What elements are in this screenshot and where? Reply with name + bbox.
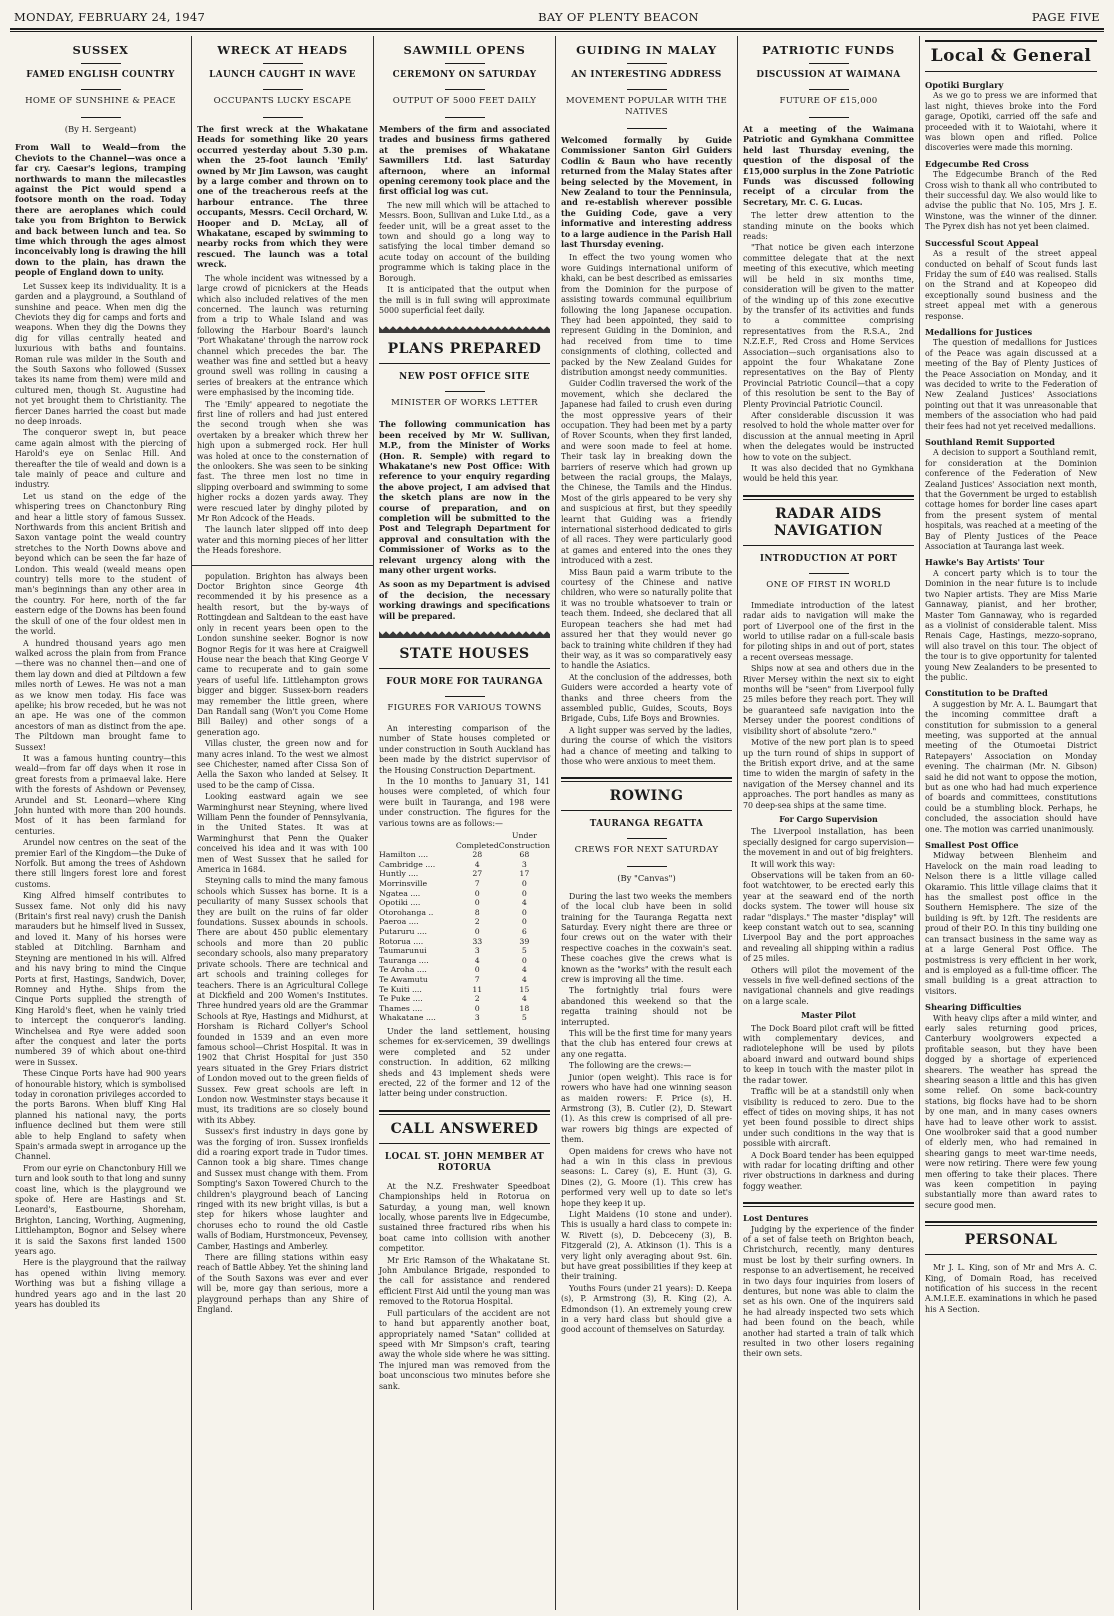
paragraph: Let Sussex keep its individuality. It is a garden and a playground, a Southland of sunshine and peace. When men dig the Cheviots they dig for camps and forts and weapons. When they dig the Downs they dig for villas centrally heated and luxurious with baths and fountains. Roman rule was milder in the South and the South Saxons who followed (Sussex takes its name from them) were mild and cultured men, though St. Augustine had not yet brought them to Christianity. The fiercer Danes harried the coast but made no deep inroads. — [15, 281, 186, 426]
divider — [627, 838, 667, 839]
subheading: Master Pilot — [801, 1011, 856, 1021]
paragraph: Looking eastward again we see Warminghurst near Steyning, where lived William Penn the founder of Pennsylvania, in the United States. It was at Warminghurst that Penn the Quaker conceived his idea and it was with 100 men of West Sussex that he sailed for America in 1684. — [197, 792, 368, 875]
newspaper-name: BAY OF PLENTY BEACON — [538, 10, 699, 24]
news-item-heading: Hawke's Bay Artists' Tour — [925, 557, 1045, 568]
paragraph: There are filling stations within easy reach of Battle Abbey. Yet the shining land of the South Saxons was ever and ever will be, more gay than serious, more a playground perhaps than any Shire of England. — [197, 1253, 368, 1315]
divider — [627, 866, 667, 867]
table-row: Te Awamutu 7 4 — [379, 975, 527, 984]
article-lead: Members of the firm and associated trades and business firms gathered at the premises of Whakatane Sawmillers Ltd. last Saturday afternoon, where an informal opening ceremony took place and the first official log was cut. — [379, 124, 550, 197]
article-subtitle-2: CREWS FOR NEXT SATURDAY — [574, 845, 719, 856]
table-row: Morrinsville 7 0 — [379, 879, 527, 889]
divider — [809, 63, 849, 64]
table-row: Tauranga .... 4 0 — [379, 955, 527, 965]
article-subtitle: TAURANGA REGATTA — [589, 819, 704, 830]
paragraph: It was a famous hunting country—this weald—from far off days when it rose in great forests from a primaeval lake. Here with the forests of Ashdown or Pevensey, Arundel and St. Leonard—where King John hunted with more than 200 hounds. Most of it has been farmland for centuries. — [15, 753, 186, 836]
paragraph: Open maidens for crews who have not had a win in this class in previous seasons: L. Carey (s), E. Hunt (3), G. Dines (2), G. Moore (1). This crew has performed very well up to date so let's hope they keep it up. — [561, 1146, 732, 1208]
byline: (By "Canvas") — [617, 873, 676, 884]
paragraph: The fortnightly trial fours were abandoned this weekend so that the regatta training should not be interrupted. — [561, 986, 732, 1027]
article-subtitle: LAUNCH CAUGHT IN WAVE — [209, 70, 356, 80]
section-divider — [561, 777, 732, 782]
paragraph: At the conclusion of the addresses, both Guiders were accorded a hearty vote of thanks and three cheers from the assembled public, Guides, Scouts, Boys Brigade, Cubs, Life Boys and Brownies. — [561, 672, 732, 724]
table-row: Hamilton .... 28 68 — [379, 850, 530, 860]
byline: (By H. Sergeant) — [64, 124, 137, 134]
divider — [627, 128, 667, 129]
divider — [445, 391, 485, 392]
subheading: For Cargo Supervision — [779, 814, 878, 824]
paragraph: Arundel now centres on the seat of the premier Earl of the Kingdom—the Duke of Norfolk. But among the trees of Ashdown there still lingers forest lore and forest customs. — [15, 838, 186, 889]
article-lead: At a meeting of the Waimana Patriotic and Gymkhana Committee held last Thursday evening, the question of the disposal of the £15,000 surplus in the Zone Patriotic Funds was discussed following receipt of a circular from the Secretary, Mr. C. G. Lucas. — [743, 124, 914, 207]
section-divider — [192, 565, 373, 566]
column-sussex — [10, 36, 192, 1610]
divider — [81, 117, 121, 118]
divider — [263, 117, 303, 118]
news-item-heading: Constitution to be Drafted — [925, 688, 1048, 699]
article-title: PLANS PREPARED — [379, 341, 550, 364]
section-divider — [379, 1110, 550, 1115]
section-divider — [743, 1202, 914, 1207]
divider — [445, 63, 485, 64]
paragraph: Motive of the new port plan is to speed up the turn round of ships in support of the British export drive, and at the same time to widen the margin of safety in the navigation of the Mersey channel and its approaches. The port handles as many as 70 deep-sea ships at the same time. — [743, 738, 914, 810]
divider — [445, 117, 485, 118]
divider — [81, 89, 121, 90]
table-row: Te Aroha .... 0 4 — [379, 965, 527, 975]
table-row: Otorohanga .. 8 0 — [379, 907, 527, 917]
news-item-heading: Smallest Post Office — [925, 840, 1019, 851]
paragraph: The following are the crews:— — [569, 1061, 692, 1071]
news-item-heading: Shearing Difficulties — [925, 1002, 1022, 1013]
paragraph: Here is the playground that the railway has opened within living memory. Worthing was but a fishing village a hundred years ago and in the last 20 years has doubled its — [15, 1258, 186, 1310]
masthead-rule — [10, 28, 1104, 30]
paragraph: The letter drew attention to the standing minute on the books which reads: — [743, 211, 914, 242]
divider — [445, 89, 485, 90]
paragraph: In the 10 months to January 31, 141 houses were completed, of which four were built in Tauranga, and 198 were under construction. The figures for the various towns are as follows:— — [379, 777, 550, 828]
article-title: SAWMILL OPENS — [403, 43, 526, 57]
table-row: Rotorua .... 33 39 — [379, 936, 530, 946]
news-item-text: Mr J. L. King, son of Mr and Mrs A. C. King, of Domain Road, has received notification of his success in the recent A.M.I.E.E. examinations in which he pased his A Section. — [925, 1263, 1097, 1314]
divider — [445, 696, 485, 697]
article-subtitle: FOUR MORE FOR TAURANGA — [386, 677, 543, 688]
article-subtitle: DISCUSSION AT WAIMANA — [756, 70, 901, 80]
article-title: RADAR AIDS NAVIGATION — [743, 506, 914, 546]
news-item-heading: Edgecumbe Red Cross — [925, 158, 1029, 169]
paragraph: Let us stand on the edge of the whispering trees on Chanctonbury Ring and hear a little story of famous Sussex. Northwards from this ancient British and Saxon vantage point the weald country stretches to the North Downs above and beyond which can be seen the far haze of London. This weald (weald means open country) tells more to the student of man's beginnings than any other area in the country. For here, north of the far eastern edge of the Downs has been found the skull of one of the four oldest men in the world. — [15, 491, 186, 637]
paragraph: Guider Codlin traversed the work of the movement, which she declared the Japanese had failed to crush even during the most oppressive years of their occupation. They had been met by a party of Rover Scounts, when they first landed, and were soon made to feel at home. Their task lay in breaking down the barriers of reserve which had grown up between the racial groups, the Malays, the Chinese, the Tamils and the Hindus. Most of the girls appeared to be very shy and suspicious at first, but they speedily learnt that Guiding was a friendly international sisterhood dedicated to girls of all races. They were particularly good at games and entered into the ones they introduced with a zest. — [561, 379, 732, 566]
news-item-text: A suggestion by Mr. A. L. Baumgart that the incoming committee draft a constitution for submission to a general meeting, was supported at the annual meeting of the Otumoetai District Ratepayers' Association on Monday evening. The chairman (Mr. N. Gibson) said he did not want to oppose the motion, but as one who had had much experience of boards and committees, constitutions could be a stumbling block. Perhaps, he concluded, the association should have one. The motion was carried unanimously. — [925, 699, 1097, 834]
paragraph: Ships now at sea and others due in the River Mersey within the next six to eight months will be "seen" from Liverpool fully 25 miles before they reach port. They will be guaranteed safe navigation into the Mersey under the poorest conditions of visibility short of absolute "zero." — [743, 664, 914, 736]
paragraph: Miss Baun paid a warm tribute to the courtesy of the Chinese and native children, who were so naturally polite that it was no trouble whatsoever to train or teach them. Indeed, she declared that all European teachers she had met had assured her that they would never go back to training white children if they had their way, as it was so comparatively easy to handle the Asiatics. — [561, 567, 732, 671]
column-patriotic — [738, 36, 920, 1610]
article-subtitle: NEW POST OFFICE SITE — [399, 372, 530, 383]
divider — [263, 63, 303, 64]
paragraph: From our eyrie on Chanctonbury Hill we turn and look south to that long and sunny coast line, which is the playground we spoke of. Here are Hastings and St. Leonard's, Eastbourne, Shoreham, Brighton, Lancing, Worthing, Augmening, Littlehampton, Bognor and Selsey where it is said the Saxons first landed 1500 years ago. — [15, 1163, 186, 1257]
column-local-general — [920, 36, 1102, 1610]
paragraph: A light supper was served by the ladies, during the course of which the visitors had a chance of meeting and talking to those who were anxious to meet them. — [561, 725, 732, 766]
paragraph: At the N.Z. Freshwater Speedboat Championships held in Rotorua on Saturday, a young man, well known locally, whose parents live in Edgecumbe, sustained three fractured ribs when his boat came into collision with another competitor. — [379, 1181, 550, 1254]
paragraph: Light Maidens (10 stone and under). This is usually a hard class to compete in: W. Rivett (s), D. Debceceny (3), B. Fitzgerald (2), A. Atkinson (1). This is a very light only averaging about 9st. 6in. but have great possibilities if they keep at their training. — [561, 1209, 732, 1282]
article-title: PATRIOTIC FUNDS — [762, 43, 895, 57]
paragraph: Immediate introduction of the latest radar aids to navigation will make the port of Liverpool one of the first in the world to utilise radar on a full-scale basis for piloting ships in and out of port, states a recent overseas message. — [743, 600, 914, 662]
paragraph: King Alfred himself contributes to Sussex fame. Not only did his navy (Britain's first real navy) crush the Danish marauders but he himself lived in Sussex, and loved it. Many of his horses were stabled at Ditchling. Barnham and Steyning are mentioned in his will. Alfred and his navy bring to mind the Cinque Ports at first, Hastings, Sandwich, Dover, Romney and Hythe. Ships from the Cinque Ports supplied the strength of King Harold's fleet, when he vainly tried to intercept the conqueror's landing. Winchelsea and Rye were added soon after the conquest and later the ports numbered 39 of which about one-third were in Sussex. — [15, 891, 186, 1067]
article-title: SUSSEX — [72, 43, 129, 57]
news-item-text: As a result of the street appeal conducted on behalf of Scout funds last Friday the sum of £40 was realised. Stalls on the Strand and at Kopeopeo did exceptionally sound business and the street appeal met with a generous response. — [925, 249, 1097, 321]
news-item-text: The Edgecumbe Branch of the Red Cross wish to thank all who contributed to their successful day. We also would like to advise the public that No. 105, Mrs J. E. Winstone, was the winner of the dinner. The Pyrex dish has not yet been claimed. — [925, 170, 1097, 232]
page-number: PAGE FIVE — [1031, 10, 1100, 24]
article-subtitle-2: FIGURES FOR VARIOUS TOWNS — [387, 703, 542, 714]
news-item-text: Midway between Blenheim and Havelock on the main road leading to Nelson there is a little village called Okaramio. This little village claims that it has the smallest post office in the Southern Hemisphere. The size of the building is 9ft. by 12ft. The residents are proud of their P.O. In this tiny building one can transact business in the same way as at a large General Post Office. The postmistress is very efficient in her work, and is employed as a full-time officer. The small building is a great attraction to visitors. — [925, 851, 1097, 996]
paragraph: The conqueror swept in, but peace came again almost with the piercing of Harold's eye on Senlac Hill. And thereafter the tile of weald and down is a tale mainly of peace and culture and industry. — [15, 428, 186, 490]
paragraph: Villas cluster, the green now and for many acres inland. To the west we almost see Chichester, named after Cissa Son of Aella the Saxon who landed at Selsey. It used to be the camp of Cissa. — [197, 739, 368, 790]
column-sawmill — [374, 36, 556, 1610]
paragraph: These Cinque Ports have had 900 years of honourable history, which is symbolised today in coronation privileges accorded to the ports Barons. When bluff King Hal planned his national navy, the ports influence declined but them were still able to help England to safety when Spain's armada swept in arrogance up the Channel. — [15, 1069, 186, 1162]
issue-date: MONDAY, FEBRUARY 24, 1947 — [14, 10, 206, 24]
article-subtitle: CEREMONY ON SATURDAY — [392, 70, 537, 80]
divider — [809, 573, 849, 574]
article-subtitle-2: FUTURE OF £15,000 — [779, 96, 878, 106]
paragraph: The whole incident was witnessed by a large crowd of picnickers at the Heads which also included relatives of the men concerned. The launch was returning from a trip to Whale Island and was following the Harbour Board's launch 'Port Whakatane' through the narrow rock channel which precedes the bar. The weather was fine and settled but a heavy ground swell was rolling in causing a series of breakers at the entrance which were emphasised by the incoming tide. — [197, 273, 368, 398]
article-subtitle: INTRODUCTION AT PORT — [759, 553, 898, 564]
section-title: PERSONAL — [925, 1232, 1097, 1255]
paragraph: In effect the two young women who wore Guidings international uniform of khaki, can be best described as emissaries from the Dominion for the purpose of assisting towards communal equilibrium following the long Japanese occupation. They had been appointed, they said to represent Guiding in the Dominion, and had received from time to time consignments of clothing, collected and packed by the New Zealand Guides for distribution amongst needy communities. — [561, 253, 732, 377]
paragraph: A Dock Board tender has been equipped with radar for locating drifting and other river obstructions in darkness and during foggy weather. — [743, 1150, 914, 1191]
divider — [627, 89, 667, 90]
news-item-text: A concert party which is to tour the Dominion in the near future is to include two Napier artists. They are Miss Marie Gannaway, pianist, and her brother, Master Tom Gannaway, who is regarded as a violinist of considerable talent. Miss Renais Cage, Hastings, mezzo-soprano, will also travel on this tour. The object of the tour is to give opportunity for talented young New Zealanders to be presented to the public. — [925, 568, 1097, 682]
paragraph: During the last two weeks the members of the local club have been in solid training for the Tauranga Regatta next Saturday. Every night there are three or four crews out on the water with their respective coaches in the coxwain's seat. These coaches give the crews what is known as the "works" with the result each crew is improving all the time. — [561, 891, 732, 985]
paragraph: Under the land settlement, housing schemes for ex-servicemen, 39 dwellings were completed and 52 under construction. In addition, 62 milking sheds and 43 implement sheds were erected, 22 of the former and 12 of the latter being under construction. — [379, 1026, 550, 1099]
paragraph: A hundred thousand years ago men walked across the plain from from France—there was no channel then—and one of them lay down and died at Piltdown a few miles north of Lewes. He was not a man as we know men today. His face was apelike; his brow receded, but he was not an ape. He was one of the common ancestors of man as distinct from the ape. The Piltdown man brought fame to Sussex! — [15, 638, 186, 752]
divider — [809, 89, 849, 90]
paragraph: Youths Fours (under 21 years): D. Keepa (s), P. Armstrong (3), R. King (2), A. Edmondson (1). An extremely young crew in a very hard class but should give a good account of themselves on Saturday. — [561, 1283, 732, 1335]
section-divider — [743, 495, 914, 500]
paragraph: It is anticipated that the output when the mill is in full swing will approximate 5000 superficial feet daily. — [379, 285, 550, 315]
paragraph: Sussex's first industry in days gone by was the forging of iron. Sussex ironfields did a roaring export trade in Tudor times. Cannon took a big share. Times change and Sussex must change with them. From Sompting's Saxon Towered Church to the children's playground beach of Lancing ringed with its new bright villas, is but a step for hikers whose laughter and choruses echo to round the old Castle walls of Bodiam, Hurstmonceux, Pevensey, Camber, Hastings and Amberley. — [197, 1127, 368, 1251]
article-subtitle-2: MINISTER OF WORKS LETTER — [391, 398, 538, 409]
paragraph: Mr Eric Ramson of the Whakatane St. John Ambulance Brigade, responded to the call for assistance and rendered efficient First Aid until the young man was removed to the Rotorua Hospital. — [379, 1255, 550, 1307]
paragraph: "That notice be given each interzone committee delegate that at the next meeting of this executive, which meeting will be held in six months time, consideration will be given to the matter of the winding up of this zone executive by the transfer of its activities and funds to a committee comprising representatives from the R.S.A., 2nd N.Z.E.F., Red Cross and Home Services Association—such organisations also to appoint the four Whakatane Zone representatives on the Bay of Plenty Provincial Patriotic Council—that a copy of this resolution be sent to the Bay of Plenty Provincial Patriotic Council. — [743, 243, 914, 409]
table-row: Te Puke .... 2 4 — [379, 994, 527, 1004]
column-guiding — [556, 36, 738, 1610]
paragraph: Steyning calls to mind the many famous schools which Sussex has borne. It is a peculiarity of many Sussex schools that they are built on the ruins of far older foundations. Sussex abounds in schools. There are about 450 public elementary schools and more than 20 public secondary schools, also many preparatory private schools. There are technical and art schools and training colleges for teachers. There is an Agricultural College at Dickfield and 200 Women's Institutes. Three hundred years old are the Grammar Schools at Rye, Hastings and Midhurst, at Horsham is Richard Collyer's School founded in 1539 and an even more famous school—Christ Hospital. It was in 1902 that Christ Hospital for just 350 years situated in the Grey Friars district of London moved out to the green fields of Sussex. Few great schools are left in London now. Westminster stays because it must, its traditions are so closely bound with its Abbey. — [197, 876, 368, 1125]
article-subtitle-2: MOVEMENT POPULAR WITH THE NATIVES — [565, 96, 728, 117]
article-lead: The first wreck at the Whakatane Heads for something like 20 years occurred yesterday about 5.30 p.m. when the 25-foot launch 'Emily' owned by Mr Jim Lawson, was caught by a large comber and thrown on to one of the treacherous reefs at the harbour entrance. The three occupants, Messrs. Cecil Orchard, W. Hooper and D. McLay, all of Whakatane, escaped by swimming to nearby rocks from which they were rescued. The launch was a total wreck. — [197, 124, 368, 270]
paragraph: The new mill which will be attached to Messrs. Boon, Sullivan and Luke Ltd., as a feeder unit, will be a great asset to the town and should go a long way to satisfying the local timber demand so acute today on account of the building programme which is taking place in the Borough. — [379, 200, 550, 283]
article-subtitle-2: HOME OF SUNSHINE & PEACE — [25, 96, 176, 106]
table-header-completed: Completed — [455, 840, 499, 850]
newspaper-page — [10, 36, 1104, 1610]
masthead-rule-thin — [10, 31, 1104, 32]
news-item-heading: Medallions for Justices — [925, 326, 1033, 337]
divider — [627, 63, 667, 64]
news-item-heading: Opotiki Burglary — [925, 80, 1004, 90]
news-item-heading: Southland Remit Supported — [925, 437, 1055, 447]
article-subtitle: LOCAL ST. JOHN MEMBER AT ROTORUA — [384, 1151, 545, 1173]
article-lead: Welcomed formally by Guide Commissioner Santon Girl Guiders Codlin & Baun who have recently returned from the Malay States after being selected by the Movement, in New Zealand to tour the Penninsula, and re-establish wherever possible the Guiding Code, gave a very informative and interesting address to a large audience in the Parish Hall last Thursday evening. — [561, 135, 732, 250]
section-divider — [925, 1221, 1097, 1226]
table-row: Paeroa .... 2 0 — [379, 917, 527, 927]
paragraph: Full particulars of the accident are not to hand but apparently another boat, appropriately named "Satan" collided at speed with Mr Simpson's craft, tearing away the whole side where he was sitting. The injured man was removed from the boat unconscious two minutes before she sank. — [379, 1308, 550, 1391]
article-title: WRECK AT HEADS — [217, 43, 348, 57]
paragraph: The 'Emily' appeared to negotiate the first line of rollers and had just entered the second trough when she was overtaken by a breaker which threw her high upon a submerged rock. Her hull was holed at once to the consternation of the onlookers. She was seen to be sinking fast. The three men lost no time in slipping overboard and swimming to some higher rocks a dozen yards away. They were rescued later by dinghy piloted by Mr Ron Adcock of the Heads. — [197, 399, 368, 524]
paragraph: This will be the first time for many years that the club has entered four crews at any one regatta. — [561, 1029, 732, 1059]
divider — [81, 63, 121, 64]
state-houses-table — [379, 831, 550, 1023]
zigzag-divider — [379, 326, 550, 333]
table-row: Putaruru .... 0 6 — [379, 927, 527, 937]
table-row: Te Kuiti .... 11 15 — [379, 984, 530, 994]
article-subtitle-2: ONE OF FIRST IN WORLD — [766, 579, 891, 590]
article-subtitle-2: OUTPUT OF 5000 FEET DAILY — [392, 96, 537, 106]
divider — [809, 117, 849, 118]
table-row: Ngatea .... 0 0 — [379, 888, 527, 898]
paragraph: population. Brighton has always been Doctor Brighton since George 4th recommended it by his presence as a health resort, but the by-ways of Rottingdean and Saltdean to the east have only in recent years been open to the London sunshine seeker. Bognor is now Bognor Regis for it was here at Craigwell House near the beach that King George V came to recuperate and to gain some years of useful life. Littlehampton grows bigger and bigger. Sussex-born readers may remember the little green, where Dan Randall sang (Won't you Come Home Bill Bailey) and other songs of a generation ago. — [197, 571, 368, 737]
news-item-heading: Successful Scout Appeal — [925, 237, 1039, 248]
article-subtitle: FAMED ENGLISH COUNTRY — [26, 70, 175, 80]
column-wreck — [192, 36, 374, 1610]
paragraph: Traffic will be at a standstill only when visibility is reduced to zero. Due to the effect of tides on moving ships, it has not yet been found possible to direct ships under such conditions in the way that is possible with aircraft. — [743, 1087, 914, 1149]
zigzag-divider — [379, 631, 550, 638]
paragraph: It was also decided that no Gymkhana would be held this year. — [743, 464, 914, 484]
article-title: STATE HOUSES — [379, 646, 550, 669]
table-header-construction: Construction — [498, 840, 550, 850]
subheading: Lost Dentures — [743, 1213, 809, 1224]
paragraph: It will work this way: — [751, 859, 836, 869]
article-title: ROWING — [561, 788, 732, 811]
news-item-text: The question of medallions for Justices of the Peace was again discussed at a meeting of the Bay of Plenty Justices of the Peace Association on Monday, and it was decided to write to the Federation of New Zealand Justices' Associations pointing out that it was unreasonable that members of the association who had paid their fees had not yet received medallions. — [925, 338, 1097, 431]
section-title: Local & General — [925, 40, 1097, 72]
article-lead: From Wall to Weald—from the Cheviots to the Channel—was once a far cry. Caesar's legions, tramping northwards to mann the milecastles against the Pict would spend a footsore month on the road. Today there are aeroplanes which could take you from Brighton to Berwick and back between lunch and tea. So time which through the ages almost inconceivably long is drawing the hill down to the plain, has drawn the people of England down to unity. — [15, 142, 186, 278]
article-subtitle-2: OCCUPANTS LUCKY ESCAPE — [213, 96, 352, 106]
article-lead: The following communication has been received by Mr W. Sullivan, M.P., from the Minister of Works (Hon. R. Semple) with regard to Whakatane's new Post Office: With reference to your enquiry regarding the above project, I am advised that the sketch plans are now in the course of preparation, and on completion will be submitted to the Post and Telegraph Department for approval and consultation with the Commissioner of Works as to the relevant urgency along with the many other urgent works. — [379, 419, 550, 575]
article-lead-2: As soon as my Department is advised of the decision, the necessary working drawings and specifications will be prepared. — [379, 579, 550, 621]
news-item-text: A decision to support a Southland remit, for consideration at the Dominion conference of the Federation of New Zealand Justices' Association next month, that the Government be urged to establish cottage homes for border line cases apart from the present system of mental hospitals, was reached at a meeting of the Bay of Plenty Justices of the Peace Association at Tauranga last week. — [925, 448, 1097, 552]
paragraph: Others will pilot the movement of the vessels in five well-defined sections of the navigational channels and give readings on a large scale. — [743, 965, 914, 1006]
table-row: Taumarunui 3 5 — [379, 946, 527, 956]
news-item-text: With heavy clips after a mild winter, and early sales returning good prices, Canterbury woolgrowers expected a profitable season, but they have been dogged by a shortage of experienced shearers. The weather has spread the shearing season a little and this has given some relief. On some back-country stations, big flocks have had to be shorn by one man, and in many cases owners have had to leave other work to assist. One woolbroker said that a good number of elderly men, who had remained in shearing gangs to meet war-time needs, were now retiring. There were few young men offering to take their places. There was keen competition in paying substantially more than award rates to secure good men. — [925, 1013, 1097, 1210]
paragraph: The launch later slipped off into deep water and this morning pieces of her litter the Heads foreshore. — [197, 525, 368, 556]
table-row: Huntly .... 27 17 — [379, 869, 530, 879]
masthead — [14, 8, 1100, 26]
table-row: Thames .... 0 18 — [379, 1003, 530, 1013]
table-row: Cambridge .... 4 3 — [379, 859, 527, 869]
paragraph: After considerable discussion it was resolved to hold the whole matter over for discussion at the annual meeting in April when the delegates would be instructed how to vote on the subject. — [743, 410, 914, 462]
table-row: Whakatane .... 3 5 — [379, 1013, 527, 1023]
paragraph: An interesting comparison of the number of State houses completed or under construction in South Auckland has been made by the district supervisor of the Housing Construction Department. — [379, 724, 550, 775]
table-header-under: Under — [511, 831, 537, 841]
table-row: Opotiki .... 0 4 — [379, 898, 527, 908]
news-item-text: As we go to press we are informed that last night, thieves broke into the Ford garage, Opotiki, carried off the safe and proceeded with it to Waiotahi, where it was blown open and rifled. Police discoveries were made this morning. — [925, 91, 1097, 153]
paragraph: Observations will be taken from an 60-foot watchtower, to be erected early this year at the seaward end of the north docks system. The tower will house six radar "displays." The master "display" will keep constant watch out to sea, scanning Liverpool Bay and the port approaches and revealing all shipping within a radius of 25 miles. — [743, 870, 914, 964]
paragraph: Junior (open weight). This race is for rowers who have had one winning season as maiden rowers: F. Price (s), H. Armstrong (3), B. Cutler (2), D. Stewart (1). As this crew is comprised of all pre-war rowers big things are expected of them. — [561, 1072, 732, 1145]
paragraph: The Liverpool installation, has been specially designed for cargo supervision—the movement in and out of big freighters. — [743, 827, 914, 858]
paragraph: Judging by the experience of the finder of a set of false teeth on Brighton beach, Christchurch, recently, many dentures must be lost by their surfing owners. In response to an advertisement, he received in two days four inquiries from losers of dentures, but none was able to claim the set as his own. One of the inquirers said he had already inspected two sets which had been found on the beach, while another had started a train of talk which resulted in two other losers regaining their own sets. — [743, 1224, 914, 1359]
article-title: GUIDING IN MALAY — [576, 43, 717, 57]
article-title: CALL ANSWERED — [379, 1121, 550, 1144]
divider — [263, 89, 303, 90]
article-subtitle: AN INTERESTING ADDRESS — [571, 70, 722, 80]
paragraph: The Dock Board pilot craft will be fitted with complementary devices, and radiotelephone will be used by pilots aboard inward and outward bound ships to keep in touch with the master pilot in the radar tower. — [743, 1023, 914, 1085]
